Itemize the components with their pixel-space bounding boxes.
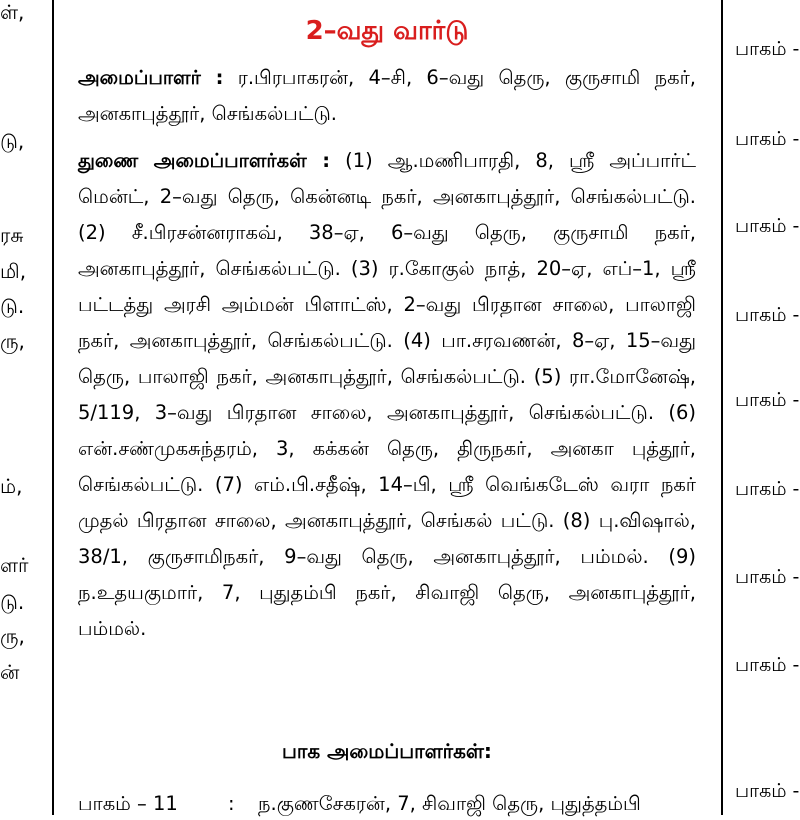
left-column-fragments: [0, 0, 52, 815]
deputy-paragraph: [78, 143, 696, 647]
deputy-label: துணை அமைப்பாளர்கள் :: [78, 149, 331, 172]
booth-colon: :: [228, 792, 235, 815]
booth-label-right: பாகம் -: [735, 128, 800, 150]
booth-label-right: பாகம் -: [735, 304, 800, 326]
left-fragment: டு.: [0, 590, 25, 614]
booth-label-right: பாகம் -: [735, 478, 800, 500]
booth-label-right: பாகம் -: [735, 389, 800, 411]
deputy-text: (1) ஆ.மணிபாரதி, 8, ஸ்ரீ அப்பார்ட் மென்ட், 2–வது தெரு, கென்னடி நகர், அனகாபுத்தூர், செங்கல்பட்டு. (2) சீ.பிரசன்னராகவ், 38–ஏ, 6–வது தெரு, குருசாமி நகர், அனகாபுத்தூர், செங்கல்பட்டு. (3) ர.கோகுல் நாத், 20–ஏ, எப்–1, ஸ்ரீ பட்டத்து அரசி அம்மன் பிளாட்ஸ், 2–வது பிரதான சாலை, பாலாஜி நகர், அனகாபுத்தூர், செங்கல்பட்டு. (4) பா.சரவணன், 8–ஏ, 15–வது தெரு, பாலாஜி நகர், அனகாபுத்தூர், செங்கல்பட்டு. (5) ரா.மோனேஷ், 5/119, 3–வது பிரதான சாலை, அனகாபுத்தூர், செங்கல்பட்டு. (6) என்.சண்முகசுந்தரம், 3, கக்கன் தெரு, திருநகர், அனகா புத்தூர், செங்கல்பட்டு. (7) எம்.பி.சதீஷ், 14–பி, ஸ்ரீ வெங்கடேஸ் வரா நகர் முதல் பிரதான சாலை, அனகாபுத்தூர், செங்கல் பட்டு. (8) பு.விஷால், 38/1, குருசாமிநகர், 9–வது தெரு, அனகாபுத்தூர், பம்மல். (9) ந.உதயகுமார், 7, புதுதம்பி நகர், சிவாஜி தெரு, அனகாபுத்தூர், பம்மல்.: [78, 149, 696, 640]
booth-label-right: பாகம் -: [735, 38, 800, 60]
left-fragment: ன்: [0, 660, 20, 684]
left-fragment: ம்,: [0, 474, 23, 498]
organizer-label: அமைப்பாளர் :: [78, 66, 224, 89]
booth-person: ந.குணசேகரன், 7, சிவாஜி தெரு, புதுத்தம்பி: [258, 792, 641, 815]
left-fragment: ரு,: [0, 624, 25, 648]
organizer-text: ர.பிரபாகரன், 4–சி, 6–வது தெரு, குருசாமி நகர், அனகாபுத்தூர், செங்கல்பட்டு.: [78, 66, 696, 125]
left-fragment: ரசு: [0, 223, 24, 247]
booth-row: [78, 788, 696, 820]
booth-label-right: பாகம் -: [735, 566, 800, 588]
left-fragment: ள்,: [0, 0, 25, 24]
section-heading: பாக அமைப்பாளர்கள்:: [282, 739, 492, 763]
left-fragment: டு.: [0, 294, 25, 318]
right-column-labels: [723, 0, 800, 815]
booth-label-right: பாகம் -: [735, 215, 800, 237]
left-fragment: மி,: [0, 259, 27, 283]
booth-label-right: பாகம் -: [735, 780, 800, 802]
booth-label-right: பாகம் -: [735, 654, 800, 676]
ward-title: 2–வது வார்டு: [305, 16, 469, 46]
organizer-paragraph: [78, 60, 696, 132]
booth-number: பாகம் – 11: [78, 792, 178, 815]
left-fragment: ரு,: [0, 329, 25, 353]
left-fragment: ளர்: [0, 553, 29, 577]
column-divider-left: [52, 0, 54, 815]
left-fragment: டு,: [0, 129, 25, 153]
